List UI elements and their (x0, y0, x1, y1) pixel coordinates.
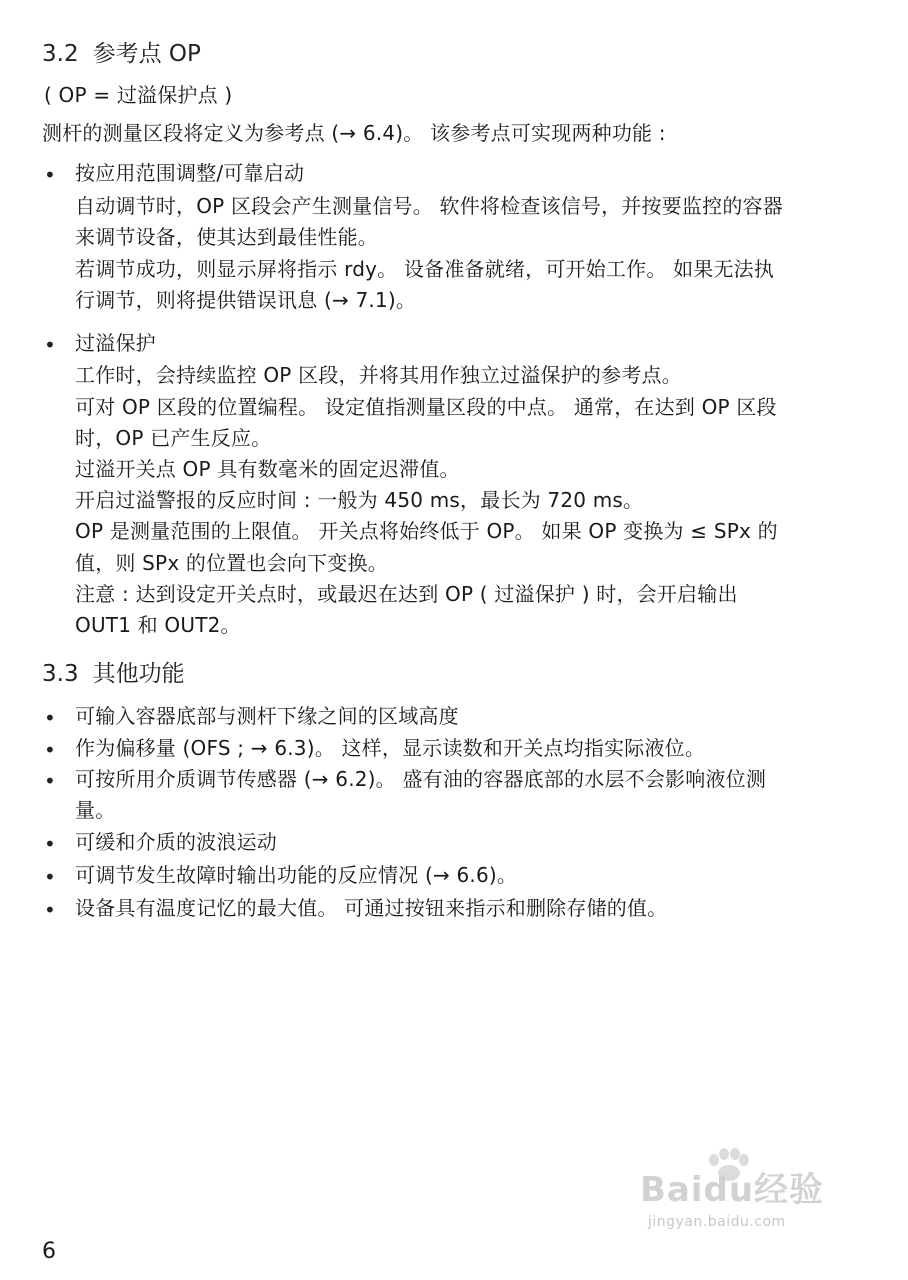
paragraph-line: 过溢开关点 OP 具有数毫米的固定迟滞值。 (75, 457, 460, 481)
paragraph-line: 行调节，则将提供错误讯息 (→ 7.1)。 (75, 288, 417, 312)
paragraph-line: 可对 OP 区段的位置编程。 设定值指测量区段的中点。 通常，在达到 OP 区段 (75, 395, 777, 419)
list-item: 设备具有温度记忆的最大值。 可通过按钮来指示和删除存储的值。 (75, 896, 668, 920)
watermark-logo: Baidu经验 (640, 1170, 825, 1210)
list-item: 可输入容器底部与测杆下缘之间的区域高度 (75, 704, 459, 728)
section-title: 其他功能 (92, 661, 185, 687)
paragraph-line: 来调节设备，使其达到最佳性能。 (75, 225, 378, 249)
paragraph-line: 时，OP 已产生反应。 (75, 426, 272, 450)
watermark-url: jingyan.baidu.com (648, 1214, 786, 1230)
paragraph-line: 值，则 SPx 的位置也会向下变换。 (75, 551, 388, 575)
paragraph-line: OP 是测量范围的上限值。 开关点将始终低于 OP。 如果 OP 变换为 ≤ SPx 的 (75, 519, 778, 543)
list-item: 可调节发生故障时输出功能的反应情况 (→ 6.6)。 (75, 863, 518, 887)
section-heading-3-2 (42, 40, 201, 68)
paragraph-line: 注意 : 达到设定开关点时，或最迟在达到 OP ( 过溢保护 ) 时，会开启输出 (75, 582, 738, 606)
item-title-overflow: 过溢保护 (75, 331, 156, 355)
list-item: 可缓和介质的波浪运动 (75, 830, 277, 854)
bullet-marker: • (44, 333, 56, 357)
paragraph-line: 自动调节时，OP 区段会产生测量信号。 软件将检查该信号，并按要监控的容器 (75, 194, 783, 218)
section-subtitle: ( OP = 过溢保护点 ) (44, 83, 233, 107)
bullet-marker: • (44, 706, 56, 730)
section-number: 3.3 (42, 661, 79, 687)
page-number: 6 (42, 1239, 56, 1264)
list-item: 作为偏移量 (OFS ; → 6.3)。 这样，显示读数和开关点均指实际液位。 (75, 736, 706, 760)
section-title: 参考点 OP (92, 41, 201, 67)
baidu-watermark (640, 1150, 870, 1245)
paragraph-line: 工作时，会持续监控 OP 区段，并将其用作独立过溢保护的参考点。 (75, 363, 682, 387)
paragraph-line: 若调节成功，则显示屏将指示 rdy。 设备准备就绪，可开始工作。 如果无法执 (75, 257, 775, 281)
section-intro: 测杆的测量区段将定义为参考点 (→ 6.4)。 该参考点可实现两种功能 : (42, 121, 666, 145)
list-item: 可按所用介质调节传感器 (→ 6.2)。 盛有油的容器底部的水层不会影响液位测 (75, 767, 767, 791)
bullet-marker: • (44, 769, 56, 793)
paragraph-line: OUT1 和 OUT2。 (75, 613, 241, 637)
bullet-marker: • (44, 832, 56, 856)
list-item-continued: 量。 (75, 798, 116, 822)
section-heading-3-3 (42, 660, 185, 688)
item-title-adjust: 按应用范围调整/可靠启动 (75, 161, 305, 185)
bullet-marker: • (44, 738, 56, 762)
bullet-marker: • (44, 163, 56, 187)
section-number: 3.2 (42, 41, 79, 67)
bullet-marker: • (44, 898, 56, 922)
paragraph-line: 开启过溢警报的反应时间 : 一般为 450 ms，最长为 720 ms。 (75, 488, 644, 512)
bullet-marker: • (44, 865, 56, 889)
